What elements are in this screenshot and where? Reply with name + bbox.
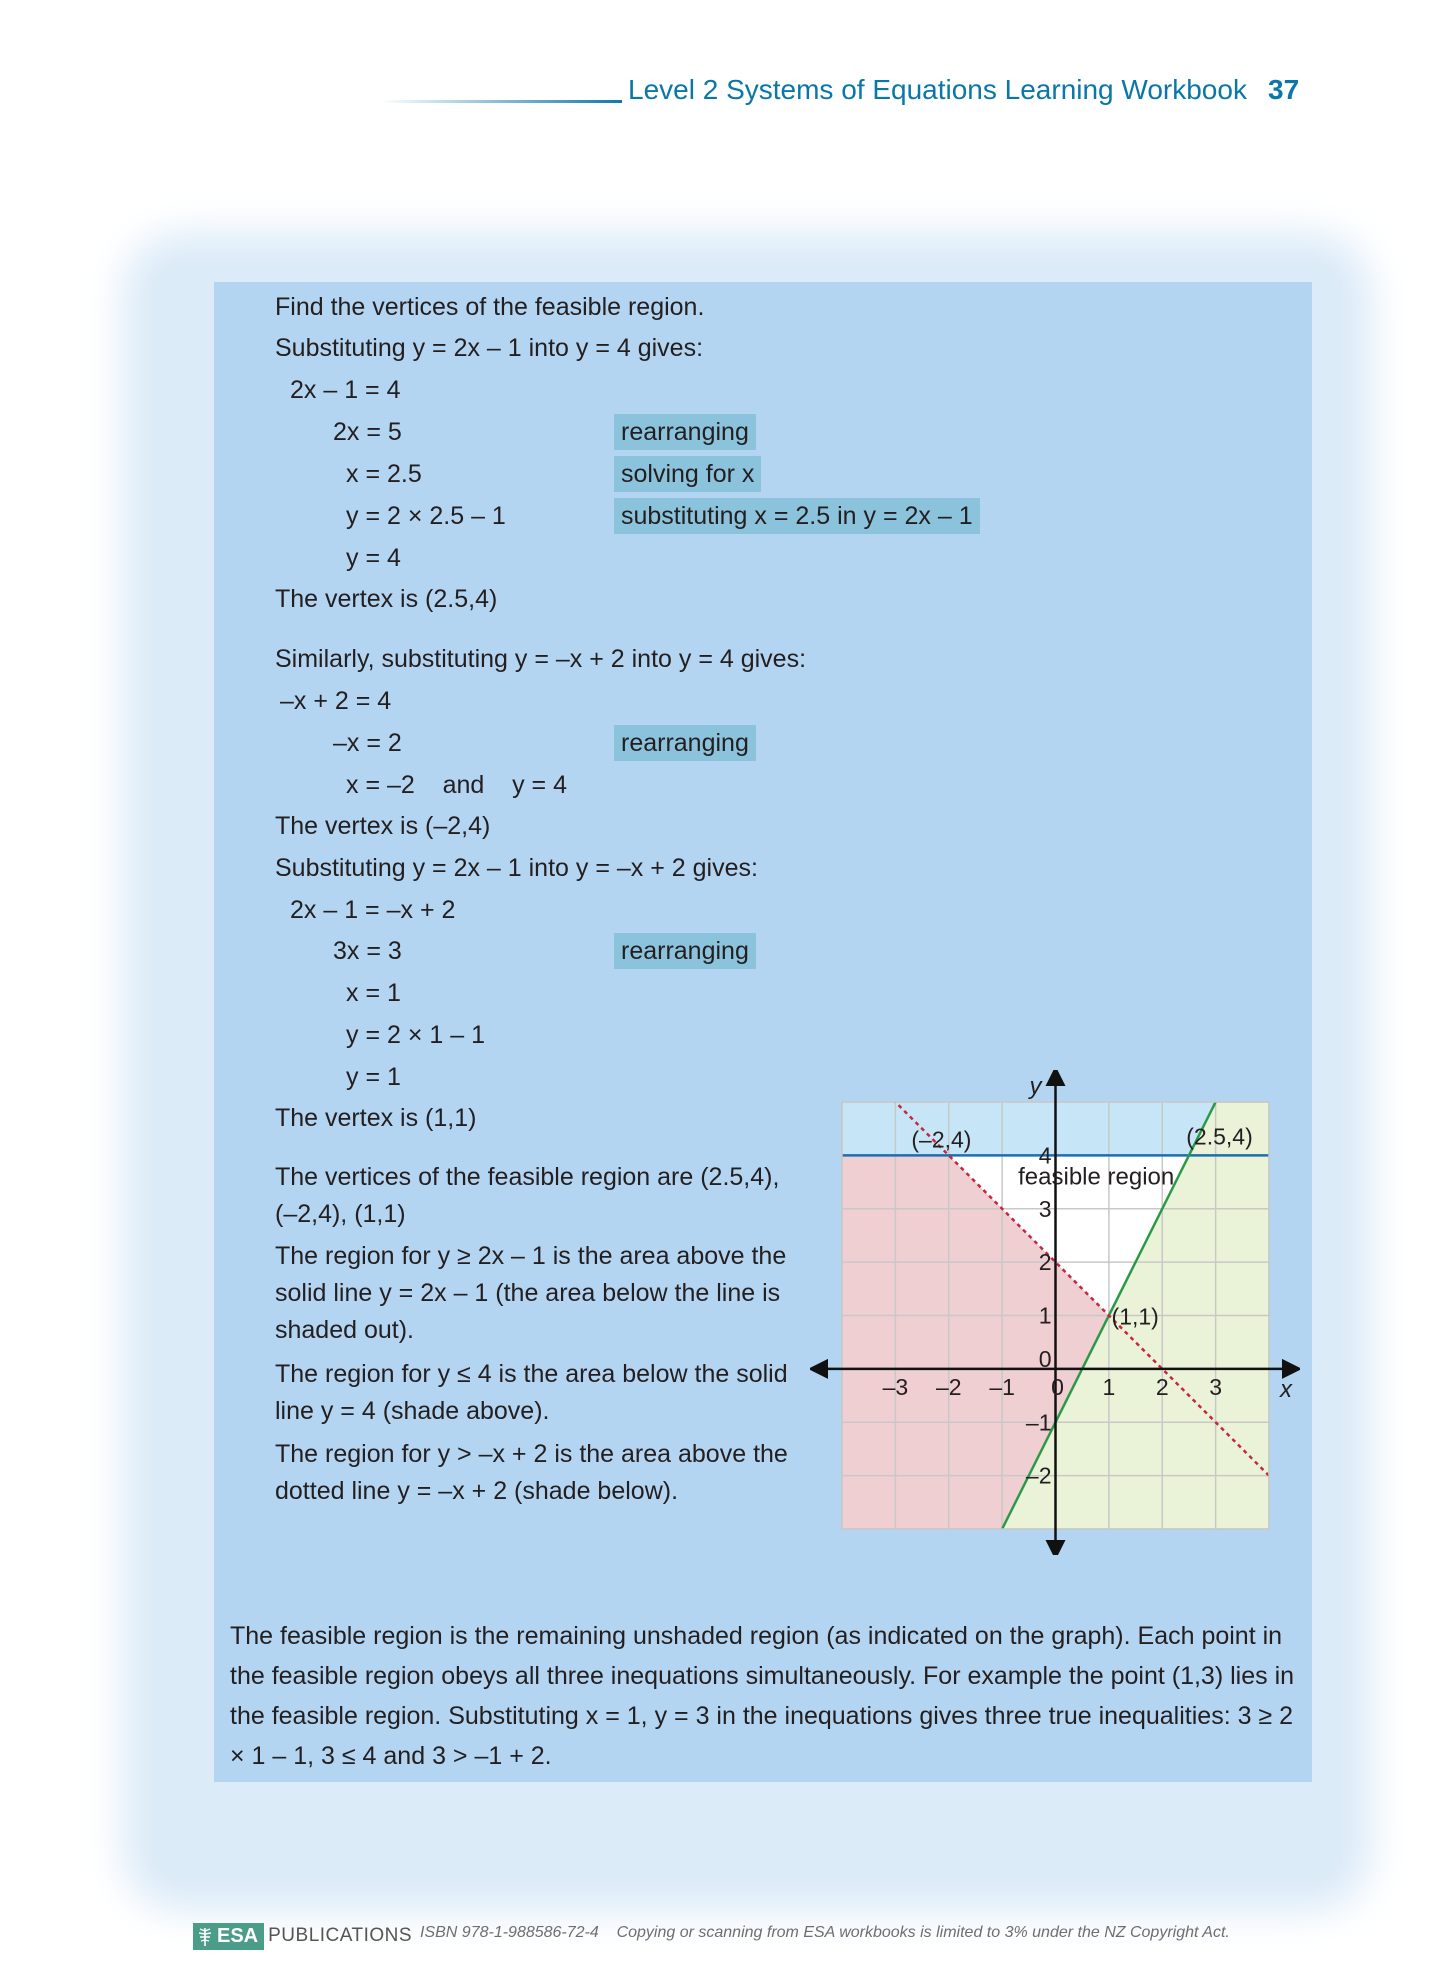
y-tick-label: 1 (1038, 1302, 1052, 1329)
working-line-12: x = –2 and y = 4 (346, 771, 567, 799)
working-line-5: x = 2.5 (346, 460, 422, 488)
working-line-9: Similarly, substituting y = –x + 2 into y = 4 gives: (275, 645, 807, 673)
note-rearranging-1: rearranging (614, 414, 756, 450)
explanation-region-2: The region for y ≤ 4 is the area below the solid line y = 4 (shade above). (275, 1360, 788, 1425)
esa-logo (193, 1923, 264, 1950)
footer-isbn: ISBN 978-1-988586-72-4 Copying or scanning from ESA workbooks is limited to 3% under the NZ Copyright Act. (420, 1924, 1230, 1941)
fern-icon (197, 1925, 213, 1947)
x-tick-label: 1 (1102, 1373, 1116, 1400)
x-tick-label: 3 (1209, 1373, 1223, 1400)
working-line-4: 2x = 5 (333, 418, 402, 446)
working-line-18: y = 2 × 1 – 1 (346, 1021, 485, 1049)
working-line-6: y = 2 × 2.5 – 1 (346, 502, 506, 530)
note-rearranging-3: rearranging (614, 933, 756, 969)
y-tick-label: 4 (1038, 1142, 1052, 1169)
note-substituting: substituting x = 2.5 in y = 2x – 1 (614, 498, 980, 534)
y-tick-label: 2 (1038, 1249, 1052, 1276)
y-axis-label: y (1029, 1073, 1042, 1100)
feasible-region-label: feasible region (1018, 1163, 1175, 1191)
x-tick-label: –3 (882, 1373, 909, 1400)
y-tick-label: –2 (1025, 1462, 1052, 1489)
logo-publications-text: PUBLICATIONS (268, 1925, 413, 1946)
conclusion-text: The feasible region is the remaining unshaded region (as indicated on the graph). Each point in the feasible region obeys all three inequations simultaneously. For example the point (1,3) lies in the feasible region. Substituting x = 1, y = 3 in the inequations gives three true inequalities: 3 ≥ 2 × 1 – 1, 3 ≤ 4 and 3 > –1 + 2. (230, 1622, 1295, 1770)
explanation-vertices: The vertices of the feasible region are (2.5,4), (–2,4), (1,1) (275, 1163, 780, 1228)
working-line-11: –x = 2 (333, 729, 402, 757)
logo-esa-text: ESA (217, 1924, 259, 1947)
x-tick-label: 0 (1051, 1373, 1064, 1400)
working-line-16: 3x = 3 (333, 937, 402, 965)
working-line-13: The vertex is (–2,4) (275, 812, 491, 840)
working-line-20: The vertex is (1,1) (275, 1104, 477, 1132)
working-line-10: –x + 2 = 4 (280, 687, 392, 715)
explanation-region-3: The region for y > –x + 2 is the area above the dotted line y = –x + 2 (shade below). (275, 1440, 788, 1505)
working-line-15: 2x – 1 = –x + 2 (290, 896, 456, 924)
note-rearranging-2: rearranging (614, 725, 756, 761)
x-tick-label: –1 (989, 1373, 1015, 1400)
vertex-label: (2.5,4) (1186, 1123, 1253, 1150)
vertex-label: (1,1) (1111, 1303, 1159, 1330)
working-line-17: x = 1 (346, 979, 401, 1007)
working-line-7: y = 4 (346, 544, 401, 572)
note-solving: solving for x (614, 456, 761, 492)
working-line-3: 2x – 1 = 4 (290, 376, 401, 404)
working-line-1: Find the vertices of the feasible region. (275, 293, 705, 321)
working-line-19: y = 1 (346, 1063, 401, 1091)
header-title: Level 2 Systems of Equations Learning Workbook (628, 74, 1247, 105)
origin-label: 0 (1038, 1345, 1052, 1372)
explanation-region-1: The region for y ≥ 2x – 1 is the area above the solid line y = 2x – 1 (the area below the line is shaded out). (275, 1242, 787, 1344)
page-number: 37 (1268, 74, 1300, 105)
y-tick-label: 3 (1038, 1195, 1052, 1222)
feasible-region-graph (810, 1070, 1300, 1555)
header-rule (380, 100, 622, 103)
x-tick-label: –2 (935, 1373, 962, 1400)
x-tick-label: 2 (1155, 1373, 1169, 1400)
working-line-14: Substituting y = 2x – 1 into y = –x + 2 gives: (275, 854, 758, 882)
working-line-8: The vertex is (2.5,4) (275, 585, 498, 613)
working-line-2: Substituting y = 2x – 1 into y = 4 gives: (275, 334, 704, 362)
y-tick-label: –1 (1025, 1409, 1052, 1436)
footer-logo (193, 1921, 412, 1951)
x-axis-label: x (1280, 1375, 1292, 1403)
vertex-label: (–2,4) (911, 1126, 972, 1153)
